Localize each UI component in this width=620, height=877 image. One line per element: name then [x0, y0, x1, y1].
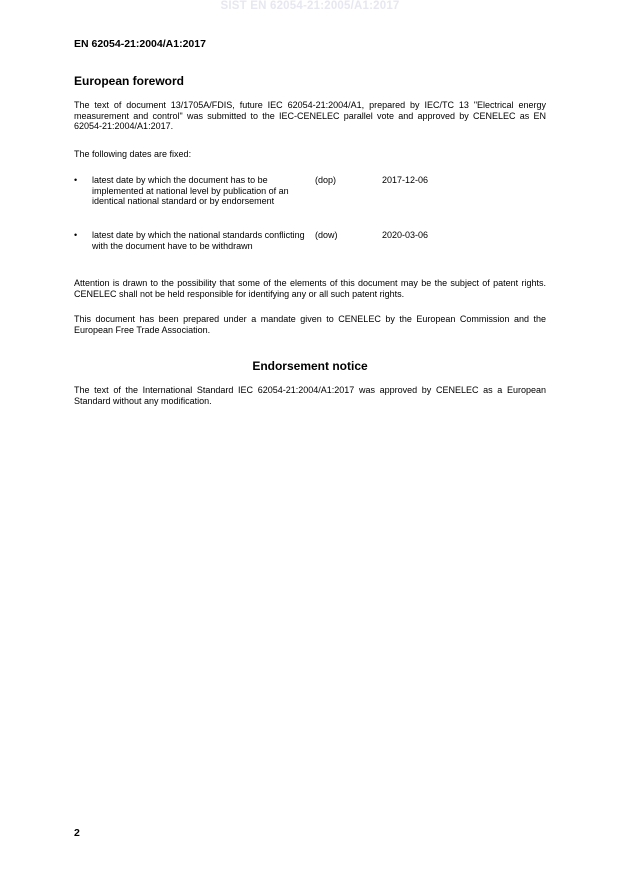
watermark: SIST EN 62054-21:2005/A1:2017 — [220, 0, 400, 12]
foreword-heading: European foreword — [74, 74, 185, 88]
date-abbreviation: (dop) — [315, 175, 337, 185]
date-description: latest date by which the national standards conflicting with the document have to be withdrawn — [92, 230, 305, 251]
bullet: • — [74, 175, 78, 185]
bullet: • — [74, 230, 78, 240]
patent-notice: Attention is drawn to the possibility that some of the elements of this document may be the subject of patent rights. CENELEC shall not be held responsible for identifying any or all such patent rights. — [74, 278, 546, 299]
mandate-notice: This document has been prepared under a mandate given to CENELEC by the European Commission and the European Free Trade Association. — [74, 314, 546, 335]
date-value: 2020-03-06 — [382, 230, 429, 240]
endorsement-heading: Endorsement notice — [252, 359, 368, 373]
date-value: 2017-12-06 — [382, 175, 429, 185]
foreword-intro: The text of document 13/1705A/FDIS, future IEC 62054-21:2004/A1, prepared by IEC/TC 13 "Electrical energy measurement and control" was submitted to the IEC-CENELEC parallel vote and approved by CENELEC as EN 62054-21:2004/A1:2017. — [74, 100, 546, 132]
dates-intro: The following dates are fixed: — [74, 149, 192, 159]
date-description: latest date by which the document has to be implemented at national level by publication of an identical national standard or by endorsement — [92, 175, 289, 207]
date-abbreviation: (dow) — [315, 230, 338, 240]
endorsement-text: The text of the International Standard IEC 62054-21:2004/A1:2017 was approved by CENELEC as a European Standard without any modification. — [74, 385, 546, 406]
page-number: 2 — [74, 827, 80, 839]
document-id: EN 62054-21:2004/A1:2017 — [74, 38, 206, 50]
